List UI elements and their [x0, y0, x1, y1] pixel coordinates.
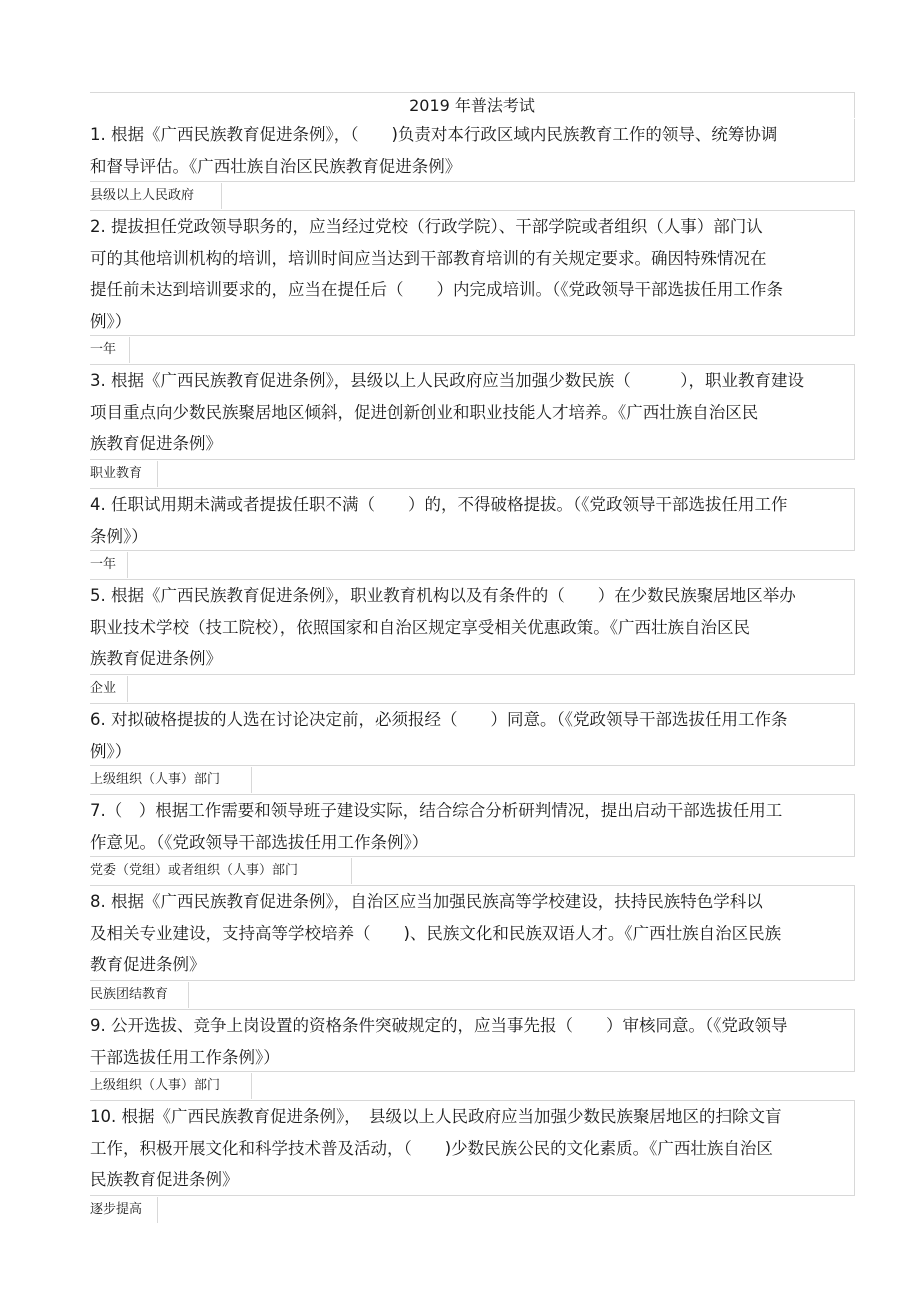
question-line: 4. 任职试用期未满或者提拔任职不满（ ）的，不得破格提拔。（《党政领导干部选拔任用工作	[90, 495, 788, 514]
question-2	[90, 210, 855, 336]
question-line: 10. 根据《广西民族教育促进条例》， 县级以上人民政府应当加强少数民族聚居地区的扫除文盲	[90, 1107, 782, 1126]
question-line: 职业技术学校（技工院校），依照国家和自治区规定享受相关优惠政策。《广西壮族自治区民	[90, 617, 750, 637]
document-title: 2019 年普法考试	[90, 92, 855, 118]
answer-7: 党委（党组）或者组织（人事）部门	[90, 858, 352, 884]
answer-4: 一年	[90, 552, 128, 578]
answer-2: 一年	[90, 337, 130, 363]
question-6	[90, 703, 855, 766]
question-line: 工作，积极开展文化和科学技术普及活动，（ )少数民族公民的文化素质。《广西壮族自治区	[90, 1138, 773, 1158]
question-line: 民族教育促进条例》	[90, 1170, 239, 1189]
question-line: 2. 提拔担任党政领导职务的，应当经过党校（行政学院）、干部学院或者组织（人事）部门认	[90, 217, 763, 236]
question-line: 8. 根据《广西民族教育促进条例》，自治区应当加强民族高等学校建设，扶持民族特色学科以	[90, 892, 763, 911]
question-line: 干部选拔任用工作条例》）	[90, 1047, 280, 1067]
question-9	[90, 1009, 855, 1072]
question-line: 族教育促进条例》	[90, 434, 222, 453]
question-5	[90, 579, 855, 675]
answer-5: 企业	[90, 676, 128, 702]
question-10	[90, 1100, 855, 1196]
answer-3: 职业教育	[90, 461, 158, 487]
answer-9: 上级组织（人事）部门	[90, 1073, 252, 1099]
question-line: 作意见。（《党政领导干部选拔任用工作条例》）	[90, 832, 429, 852]
answer-10: 逐步提高	[90, 1197, 158, 1223]
question-line: 3. 根据《广西民族教育促进条例》，县级以上人民政府应当加强少数民族（ ），职业教育建设	[90, 371, 804, 390]
question-4	[90, 488, 855, 551]
question-3	[90, 364, 855, 460]
question-line: 1. 根据《广西民族教育促进条例》，（ )负责对本行政区域内民族教育工作的领导、统筹协调	[90, 125, 778, 144]
question-line: 和督导评估。《广西壮族自治区民族教育促进条例》	[90, 156, 462, 176]
question-line: 提任前未达到培训要求的，应当在提任后（ ）内完成培训。（《党政领导干部选拔任用工作条	[90, 280, 783, 299]
question-line: 例》）	[90, 741, 132, 761]
question-1	[90, 119, 855, 182]
question-line: 6. 对拟破格提拔的人选在讨论决定前，必须报经（ ）同意。（《党政领导干部选拔任用工作条	[90, 710, 788, 729]
question-line: 9. 公开选拔、竞争上岗设置的资格条件突破规定的，应当事先报（ ）审核同意。（《党政领导	[90, 1016, 788, 1035]
question-line: 及相关专业建设，支持高等学校培养（ )、民族文化和民族双语人才。《广西壮族自治区民族	[90, 923, 782, 943]
question-line: 教育促进条例》	[90, 955, 206, 974]
question-line: 7.（ ）根据工作需要和领导班子建设实际，结合综合分析研判情况，提出启动干部选拔任用工	[90, 801, 783, 820]
answer-6: 上级组织（人事）部门	[90, 767, 252, 793]
answer-8: 民族团结教育	[90, 982, 189, 1008]
question-7	[90, 794, 855, 857]
answer-1: 县级以上人民政府	[90, 183, 222, 209]
question-line: 条例》）	[90, 526, 148, 546]
question-line: 可的其他培训机构的培训，培训时间应当达到干部教育培训的有关规定要求。确因特殊情况在	[90, 248, 767, 268]
question-line: 例》）	[90, 311, 132, 331]
question-line: 族教育促进条例》	[90, 649, 222, 668]
question-line: 5. 根据《广西民族教育促进条例》，职业教育机构以及有条件的（ ）在少数民族聚居地区举办	[90, 586, 796, 605]
question-8	[90, 885, 855, 981]
question-line: 项目重点向少数民族聚居地区倾斜，促进创新创业和职业技能人才培养。《广西壮族自治区民	[90, 402, 759, 422]
